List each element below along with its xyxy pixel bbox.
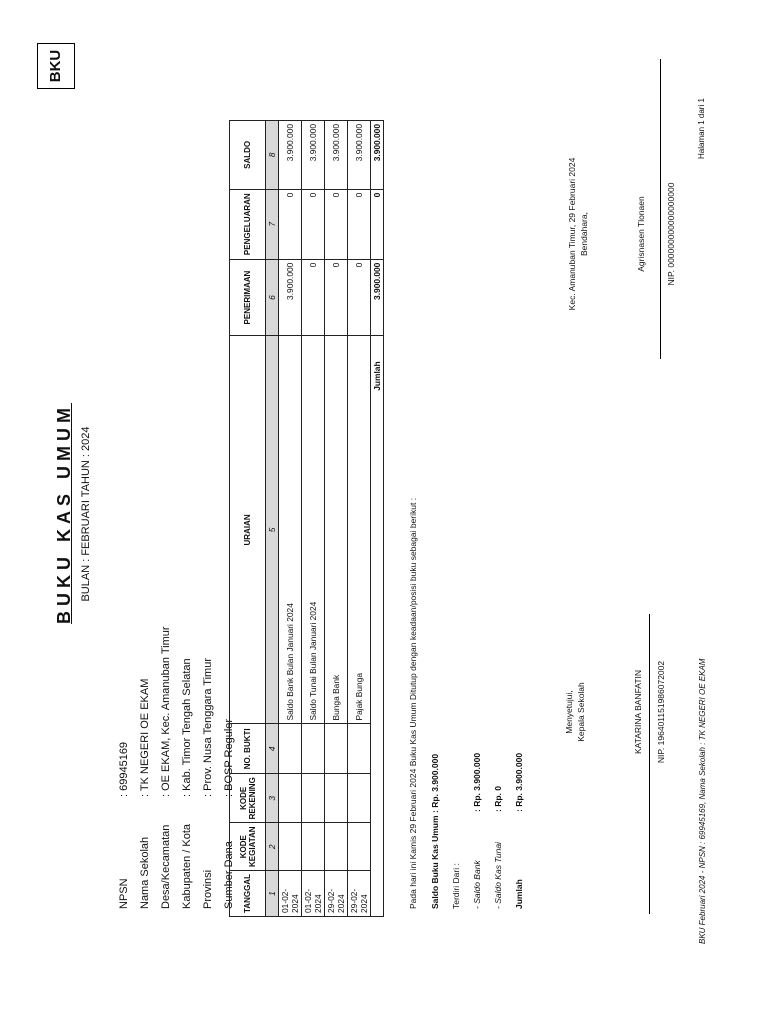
header-pengeluaran: PENGELUARAN bbox=[230, 189, 266, 259]
total-row bbox=[371, 121, 384, 917]
info-nama-sekolah: Nama Sekolah: TK NEGERI OE EKAM bbox=[139, 678, 151, 909]
column-number: 1 bbox=[266, 871, 279, 917]
kepala-sekolah-role: Kepala Sekolah bbox=[576, 682, 586, 742]
column-number: 3 bbox=[266, 774, 279, 823]
cell-tanggal: 29-02-2024 bbox=[348, 871, 371, 917]
saldo-bku-value: : Rp. 3.900.000 bbox=[430, 753, 440, 813]
cell-kode-kegiatan bbox=[279, 823, 302, 871]
kepala-sekolah-nip: NIP. 196401151986072002 bbox=[656, 660, 666, 764]
cell-uraian: Saldo Tunai Bulan Januari 2024 bbox=[302, 336, 325, 724]
bendahara-role: Bendahara, bbox=[579, 212, 589, 256]
total-penerimaan: 3.900.000 bbox=[371, 259, 384, 336]
cell-no-bukti bbox=[302, 724, 325, 774]
total-label: Jumlah bbox=[371, 336, 384, 917]
cell-saldo: 3.900.000 bbox=[348, 121, 371, 190]
cell-uraian: Saldo Bank Bulan Januari 2024 bbox=[279, 336, 302, 724]
closing-statement: Pada hari ini Kamis 29 Februari 2024 Buku Kas Umum Ditutup dengan keadaan/posisi buku sebagai berikut : bbox=[408, 497, 418, 909]
cell-pengeluaran: 0 bbox=[348, 189, 371, 259]
cell-penerimaan: 0 bbox=[302, 259, 325, 336]
cell-kode-kegiatan bbox=[325, 823, 348, 871]
terdiri-dari: Terdiri Dari : bbox=[451, 863, 461, 909]
table-row bbox=[279, 121, 302, 917]
info-desa-kecamatan: Desa/Kecamatan: OE EKAM, Kec. Amanuban Timur bbox=[160, 626, 172, 909]
kepala-sekolah-name: KATARINA BANFATIN bbox=[633, 669, 643, 755]
header-saldo: SALDO bbox=[230, 121, 266, 190]
column-number: 2 bbox=[266, 823, 279, 871]
header-uraian: URAIAN bbox=[230, 336, 266, 724]
jumlah-value: : Rp. 3.900.000 bbox=[514, 752, 524, 812]
total-saldo: 3.900.000 bbox=[371, 121, 384, 190]
saldo-bank-value: : Rp. 3.900.000 bbox=[472, 752, 482, 812]
approval-label: Menyetujui, bbox=[564, 690, 574, 734]
header-no-bukti: NO. BUKTI bbox=[230, 724, 266, 774]
header-tanggal: TANGGAL bbox=[230, 871, 266, 917]
jumlah-label: Jumlah bbox=[514, 879, 524, 909]
total-pengeluaran: 0 bbox=[371, 189, 384, 259]
cell-tanggal: 29-02-2024 bbox=[325, 871, 348, 917]
cell-tanggal: 01-02-2024 bbox=[302, 871, 325, 917]
info-npsn: NPSN: 69945169 bbox=[118, 741, 130, 909]
signature-line-left bbox=[649, 614, 650, 914]
info-kabupaten: Kabupaten / Kota: Kab. Timor Tengah Selatan bbox=[181, 658, 193, 909]
bendahara-name: Agrisnasen Tlonaen bbox=[636, 196, 646, 272]
cell-saldo: 3.900.000 bbox=[325, 121, 348, 190]
cell-kode-rekening bbox=[279, 774, 302, 823]
bendahara-nip: NIP. 000000000000000000 bbox=[666, 182, 676, 286]
column-number: 5 bbox=[266, 336, 279, 724]
table-row bbox=[348, 121, 371, 917]
signature-line-right bbox=[660, 59, 661, 359]
table-row bbox=[302, 121, 325, 917]
saldo-tunai-value: : Rp. 0 bbox=[493, 786, 503, 812]
document-title: BUKU KAS UMUM bbox=[54, 403, 74, 624]
header-kode-kegiatan: KODE KEGIATAN bbox=[230, 823, 266, 871]
cell-penerimaan: 0 bbox=[325, 259, 348, 336]
cell-pengeluaran: 0 bbox=[302, 189, 325, 259]
cell-uraian: Bunga Bank bbox=[325, 336, 348, 724]
column-number: 8 bbox=[266, 121, 279, 190]
header-penerimaan: PENERIMAAN bbox=[230, 259, 266, 336]
cell-penerimaan: 3.900.000 bbox=[279, 259, 302, 336]
cell-no-bukti bbox=[279, 724, 302, 774]
column-number: 6 bbox=[266, 259, 279, 336]
column-number: 7 bbox=[266, 189, 279, 259]
column-number: 4 bbox=[266, 724, 279, 774]
header-kode-rekening: KODE REKENING bbox=[230, 774, 266, 823]
cell-kode-rekening bbox=[348, 774, 371, 823]
saldo-tunai-label: - Saldo Kas Tunai bbox=[493, 842, 503, 909]
cell-kode-rekening bbox=[325, 774, 348, 823]
saldo-bank-label: - Saldo Bank bbox=[472, 860, 482, 909]
place-date: Kec. Amanuban Timur, 29 Februari 2024 bbox=[567, 157, 577, 311]
saldo-bku-label: Saldo Buku Kas Umum bbox=[430, 815, 440, 909]
cell-penerimaan: 0 bbox=[348, 259, 371, 336]
cell-pengeluaran: 0 bbox=[325, 189, 348, 259]
cell-kode-rekening bbox=[302, 774, 325, 823]
cell-kode-kegiatan bbox=[348, 823, 371, 871]
info-provinsi: Provinsi: Prov. Nusa Tenggara Timur bbox=[202, 658, 214, 909]
cell-tanggal: 01-02-2024 bbox=[279, 871, 302, 917]
bku-table bbox=[229, 120, 384, 917]
cell-no-bukti bbox=[325, 724, 348, 774]
cell-saldo: 3.900.000 bbox=[302, 121, 325, 190]
cell-pengeluaran: 0 bbox=[279, 189, 302, 259]
table-row bbox=[325, 121, 348, 917]
footer-document-info: BKU Februari 2024 - NPSN : 69945169, Nama Sekolah : TK NEGERI OE EKAM bbox=[698, 658, 707, 944]
document-subtitle: BULAN : FEBRUARI TAHUN : 2024 bbox=[80, 426, 92, 602]
bku-badge: BKU bbox=[37, 43, 75, 89]
footer-page-number: Halaman 1 dari 1 bbox=[697, 98, 706, 159]
cell-uraian: Pajak Bunga bbox=[348, 336, 371, 724]
info-sumber-dana: Sumber Dana: BOSP Reguler bbox=[223, 718, 235, 909]
cell-saldo: 3.900.000 bbox=[279, 121, 302, 190]
cell-no-bukti bbox=[348, 724, 371, 774]
cell-kode-kegiatan bbox=[302, 823, 325, 871]
